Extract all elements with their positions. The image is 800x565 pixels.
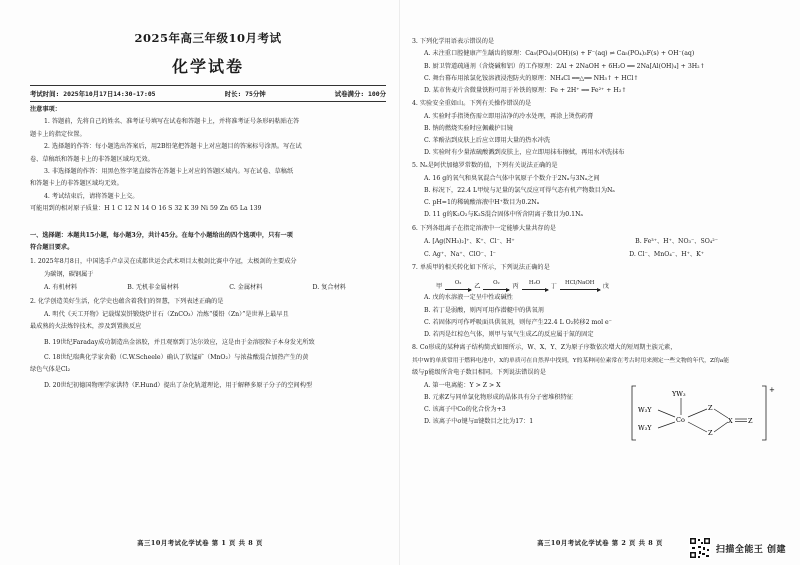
q2-option-d: D. 20世纪初德国物理学家洪特（F.Hund）提出了杂化轨道理论，用于解释多原子分子的空间构型: [44, 381, 313, 389]
page-2-footer: 高三10月考试化学试卷 第 2 页 共 8 页: [537, 539, 663, 547]
q5-stem: 5. Nₐ是阿伏加德罗常数的值，下列有关说法正确的是: [412, 162, 558, 170]
scanner-watermark: [689, 537, 786, 559]
chain-arrow-1: O₂: [445, 280, 471, 290]
q1-options: [30, 281, 386, 294]
exam-duration: 时长: 75分钟: [224, 90, 266, 98]
section-1-rule-cont: 符合题目要求。: [30, 244, 74, 252]
q8-stem: 8. Co形成的某种离子结构简式如图所示，W、X、Y、Z为原子序数依次增大的短周期主族元素，: [412, 344, 677, 352]
q5-option-d: D. 11 g的K₂O₂与K₂S混合固体中所含阴离子数目为0.1Nₐ: [424, 211, 583, 219]
watermark-text: 扫描全能王 创建: [715, 544, 786, 555]
q6-stem: 6. 下列各组离子在指定溶液中一定能够大量共存的是: [412, 224, 556, 232]
q3-option-a: A. 未注重口腔健康产生龋齿的原理：Ca₅(PO₄)₃(OH)(s) + F⁻(aq) ⇌ Ca₅(PO₄)₃F(s) + OH⁻(aq): [424, 50, 695, 58]
notice-line: 2. 选择题的作答：每小题选出答案后，用2B铅笔把答题卡上对应题目的答案标号涂黑。写在试: [44, 143, 302, 151]
q3-option-d: D. 某市售麦片含微量铁粉可用于补铁的原理：Fe + 2H⁺ ══ Fe²⁺ + H₂↑: [424, 87, 627, 95]
struct-top-ligand: YW₃: [672, 389, 686, 398]
q6-option-d: D. Cl⁻、MnO₄⁻、H⁺、K⁺: [629, 251, 704, 259]
chain-arrow-3: H₂O: [522, 280, 548, 290]
q5-option-b: B. 标况下，22.4 L甲烷与足量的氯气反应可得气态有机产物数目为Nₐ: [424, 187, 615, 195]
q2-option-c: C. 18世纪瑞典化学家舍勒（C.W.Scheele）确认了软锰矿（MnO₂）与浓盐酸混合加热产生的黄: [44, 353, 309, 361]
struct-z-lower: Z: [708, 428, 713, 437]
q1-option-c: C. 金属材料: [229, 284, 263, 292]
q2-stem: 2. 化学创造美好生活，化学史也蕴含着我们的智慧，下列表述正确的是: [30, 298, 224, 306]
q3-stem: 3. 下列化学用语表示错误的是: [412, 38, 495, 45]
chain-species-5: 戊: [602, 283, 609, 291]
chain-arrow-4: HCl/NaOH: [560, 280, 600, 290]
q6-options-row-2: [412, 248, 778, 261]
exam-score: 试卷满分: 100分: [334, 90, 386, 98]
q2-option-a-cont: 最成熟的火法炼锌技术，涉及到置换反应: [30, 323, 142, 331]
q3-option-b: B. 厨卫管道疏通剂（含烧碱和铝）的工作原理：2Al + 2NaOH + 6H₂O ══ 2Na[Al(OH)₄] + 3H₂↑: [424, 62, 705, 70]
subject-title: 化学试卷: [171, 57, 244, 76]
notice-line: 卷、草稿纸和答题卡上的非答题区域均无效。: [30, 155, 154, 163]
notice-heading: 注意事项：: [30, 106, 61, 113]
q4-stem: 4. 实验安全重如山。下列有关操作错误的是: [412, 100, 532, 108]
q1-option-a: A. 有机材料: [44, 284, 78, 292]
q4-option-d: D. 实验时有少量浓硫酸溅到皮肤上，应立即用抹布擦拭，再用水冲洗抹布: [424, 149, 625, 157]
cobalt-complex-structure: [628, 382, 778, 444]
notice-line: 1. 答题前，先将自己的姓名、准考证号填写在试卷和答题卡上，并将准考证号条形码粘贴在答: [44, 118, 300, 126]
chain-species-2: 乙: [474, 283, 481, 291]
section-1-label: 一、选择题：: [30, 231, 68, 239]
right-page: [400, 0, 800, 565]
q4-option-c: C. 苯酚沾到皮肤上后应立即用大量的热水冲洗: [424, 137, 551, 145]
q5-option-a: A. 16 g的氧气和臭氧混合气体中氧原子个数介于2Nₐ与3Nₐ之间: [424, 174, 600, 182]
page-1-footer: 高三10月考试化学试卷 第 1 页 共 8 页: [137, 539, 263, 547]
q7-option-b: B. 若丁是弱酸，则丙可用作潜艇中的供氧剂: [424, 306, 544, 314]
exam-title: 2025年高三年级10月考试: [134, 31, 282, 45]
q6-option-c: C. Ag⁺、Na⁺、ClO⁻、I⁻: [424, 251, 496, 259]
q8-option-b: B. 元素Z与同单氯化物形成的晶体具有分子密堆积特征: [424, 393, 573, 401]
q8-options: [412, 380, 628, 444]
struct-charge: +: [769, 385, 775, 394]
chain-species-1: 甲: [436, 283, 443, 291]
q8-option-a: A. 第一电离能：Y > Z > X: [424, 381, 501, 389]
q2-option-b: B. 19世纪Faraday成功制造出金溶胶，并且观察到丁达尔效应，这是由于金溶胶粒子本身发光所致: [44, 338, 315, 346]
section-1-rule: 本题共15小题，每小题3分，共计45分。在每个小题给出的四个选项中，只有一项: [67, 231, 293, 239]
q6-option-a: A. [Ag(NH₃)₂]⁺、K⁺、Cl⁻、H⁺: [424, 238, 515, 246]
q3-option-c: C. 舞台幕布用浓氯化铵溶液浸泡防火的原理：NH₄Cl ══△══ NH₃↑ + HCl↑: [424, 74, 639, 82]
exam-info-bar: [30, 85, 386, 102]
struct-z-upper: Z: [708, 403, 713, 412]
q7-conversion-chain: [412, 276, 778, 290]
q1-stem-cont: 为碳钢，碳钢属于: [44, 270, 94, 278]
q7-option-a: A. 戊的水溶液一定呈中性或碱性: [424, 294, 513, 302]
q7-option-d: D. 若丙是红棕色气体，则甲与氧气生成乙的反应属于氮的固定: [424, 331, 594, 339]
q8-stem-cont: 其中W的单质常用于燃料电池中，X的单质可在自然界中找到，Y的某种同位素常在考古时用来测定一些文物的年代，Z的a能: [412, 357, 730, 364]
chain-species-3: 丙: [512, 283, 519, 291]
notice-line: 题卡上的指定位置。: [30, 130, 86, 138]
q7-stem: 7. 单质甲的相关转化如下所示，下列说法正确的是: [412, 264, 550, 272]
q8-body: [412, 380, 778, 444]
q5-option-c: C. pH=1的稀硫酸溶液中H⁺数目为0.2Nₐ: [424, 199, 540, 207]
chain-species-4: 丁: [550, 283, 557, 291]
q7-option-c: C. 若固体丙可作呼吸面具供氧剂，则每产生22.4 L O₂转移2 mol e⁻: [424, 318, 612, 326]
q2-option-a: A. 明代《天工开物》记载煤炭饼锻烧炉甘石（ZnCO₃）冶炼“倭铅（Zn）”是世界上最早且: [44, 310, 289, 318]
struct-center-atom: Co: [676, 415, 685, 424]
notice-line: 4. 考试结束后，请将答题卡上交。: [44, 192, 139, 200]
qr-code-icon: [689, 537, 711, 559]
struct-left-ligand-2: W₃Y: [638, 423, 652, 432]
q1-option-d: D. 复合材料: [312, 284, 346, 292]
struct-left-ligand-1: W₃Y: [638, 405, 652, 414]
q8-option-c: C. 该离子中Co的化合价为+3: [424, 405, 506, 413]
atomic-masses: 可能用到的相对原子质量：H 1 C 12 N 14 O 16 S 32 K 39 Ni 59 Zn 65 La 139: [30, 205, 262, 213]
struct-z-right: Z: [748, 416, 753, 425]
q4-option-a: A. 实验时手指烫伤需立即用洁净的冷水处理，再涂上烫伤药膏: [424, 112, 594, 120]
q6-option-b: B. Fe³⁺、H⁺、NO₃⁻、SO₄²⁻: [635, 238, 718, 246]
notice-line: 和答题卡上的非答题区域均无效。: [30, 180, 123, 188]
q2-option-c-cont: 绿色气体是Cl₂: [30, 366, 71, 374]
q6-options-row-1: [412, 235, 778, 248]
q8-stem-cont-2: 级与p能级所含电子数目相同。下列说法错误的是: [412, 369, 546, 377]
exam-time: 考试时间: 2025年10月17日14:30-17:05: [30, 90, 156, 98]
chain-arrow-2: O₂: [483, 280, 509, 290]
notice-line: 3. 非选择题的作答：用黑色签字笔直接答在答题卡上对应的答题区域内。写在试卷、草稿纸: [44, 168, 294, 176]
q8-option-d: D. 该离子中σ键与π键数目之比为17：1: [424, 418, 534, 426]
section-1-heading: [30, 230, 386, 242]
q4-option-b: B. 钠的燃烧实验时应佩戴护目镜: [424, 124, 513, 132]
q1-option-b: B. 无机非金属材料: [127, 284, 180, 292]
struct-x-atom: X: [728, 416, 733, 425]
q1-stem: 1. 2025年8月8日，中国选手卢卓灵在成都世运会武术项目太极剑比赛中夺冠，太极剑的主要成分: [30, 258, 297, 266]
